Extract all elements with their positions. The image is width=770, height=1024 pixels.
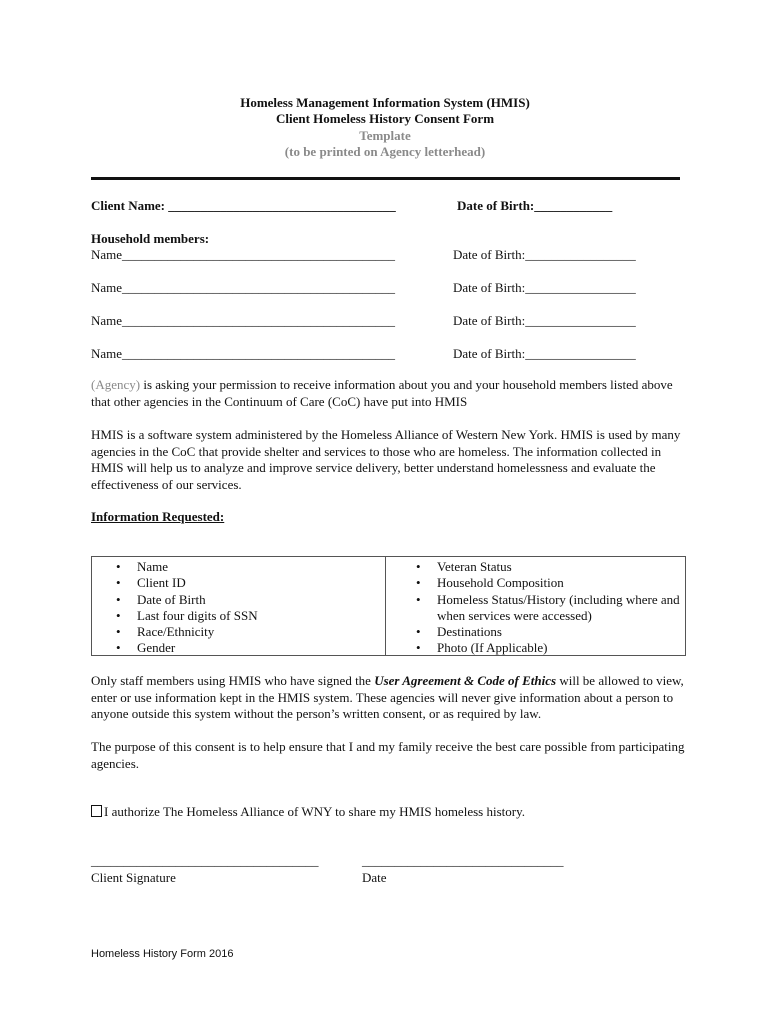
bullet-icon: • (116, 624, 121, 640)
list-item: • Client ID (116, 575, 186, 591)
household-name-field[interactable]: Name__________________________________________ (91, 346, 396, 361)
info-left-column (92, 559, 382, 657)
staff-paragraph: Only staff members using HMIS who have signed the User Agreement & Code of Ethics will be allowed to view, enter or use information kept in the HMIS system. These agencies will never give information about a person to anyone outside this system without the person’s written consent, or as required by law. (91, 673, 684, 721)
bullet-icon: • (116, 591, 121, 607)
list-item: • Veteran Status (416, 559, 512, 574)
purpose-paragraph: The purpose of this consent is to help ensure that I and my family receive the best care possible from participating agencies. (91, 739, 685, 771)
household-dob-field[interactable]: Date of Birth:_________________ (453, 346, 636, 361)
bullet-icon: • (416, 575, 421, 591)
client-name-field[interactable]: Client Name: ___________________________________ (91, 198, 396, 213)
table-divider (385, 557, 386, 655)
authorize-text: I authorize The Homeless Alliance of WNY to share my HMIS homeless history. (104, 804, 525, 819)
permission-text: is asking your permission to receive information about you and your household members listed above that other agencies in the Continuum of Care (CoC) have put into HMIS (91, 377, 673, 409)
list-item: • Date of Birth (116, 591, 206, 607)
permission-paragraph (91, 377, 686, 410)
agency-placeholder: (Agency) (91, 377, 141, 392)
authorize-row (91, 804, 525, 820)
header-divider (91, 177, 680, 180)
list-item: • Last four digits of SSN (116, 607, 258, 623)
date-signature-label: Date (362, 870, 387, 885)
list-item: • Household Composition (416, 575, 564, 591)
info-requested-table (91, 556, 686, 656)
list-item: • Name (116, 559, 169, 574)
info-right-column (392, 559, 682, 657)
bullet-icon: • (116, 575, 121, 591)
bullet-icon: • (416, 640, 421, 656)
bullet-icon: • (416, 591, 421, 607)
page-footer: Homeless History Form 2016 (91, 948, 234, 960)
date-signature-line[interactable]: _______________________________ (362, 853, 564, 868)
user-agreement-emphasis: User Agreement & Code of Ethics (374, 673, 557, 688)
bullet-icon: • (116, 640, 121, 656)
bullet-icon: • (116, 607, 121, 623)
bullet-icon: • (416, 624, 421, 640)
household-name-field[interactable]: Name__________________________________________ (91, 313, 396, 328)
list-item: • Photo (If Applicable) (416, 640, 548, 656)
form-title-line1: Homeless Management Information System (HMIS) (240, 95, 530, 110)
letterhead-note: (to be printed on Agency letterhead) (284, 144, 486, 159)
list-item: • Homeless Status/History (including where and when services were accessed) (416, 591, 680, 623)
client-signature-line[interactable]: ___________________________________ (91, 853, 319, 868)
household-name-field[interactable]: Name__________________________________________ (91, 280, 396, 295)
household-dob-field[interactable]: Date of Birth:_________________ (453, 313, 636, 328)
template-label: Template (359, 128, 411, 143)
household-heading: Household members: (91, 231, 210, 246)
bullet-icon: • (116, 559, 121, 574)
info-requested-heading: Information Requested: (91, 509, 225, 524)
household-name-field[interactable]: Name__________________________________________ (91, 247, 396, 262)
client-signature-label: Client Signature (91, 870, 176, 885)
list-item: • Destinations (416, 624, 502, 640)
household-dob-field[interactable]: Date of Birth:_________________ (453, 280, 636, 295)
authorize-checkbox[interactable] (91, 805, 102, 817)
household-dob-field[interactable]: Date of Birth:_________________ (453, 247, 636, 262)
form-title-line2: Client Homeless History Consent Form (275, 111, 495, 126)
hmis-paragraph: HMIS is a software system administered by the Homeless Alliance of Western New York. HMIS is used by many agencies in the CoC that provide shelter and services to those who are homeless. The information collected in HMIS will help us to analyze and improve service delivery, better understand homelessness and evaluate the effectiveness of our services. (91, 427, 681, 492)
list-item: • Gender (116, 640, 176, 656)
list-item: • Race/Ethnicity (116, 624, 215, 640)
bullet-icon: • (416, 559, 421, 574)
client-dob-field[interactable]: Date of Birth:____________ (457, 198, 613, 213)
